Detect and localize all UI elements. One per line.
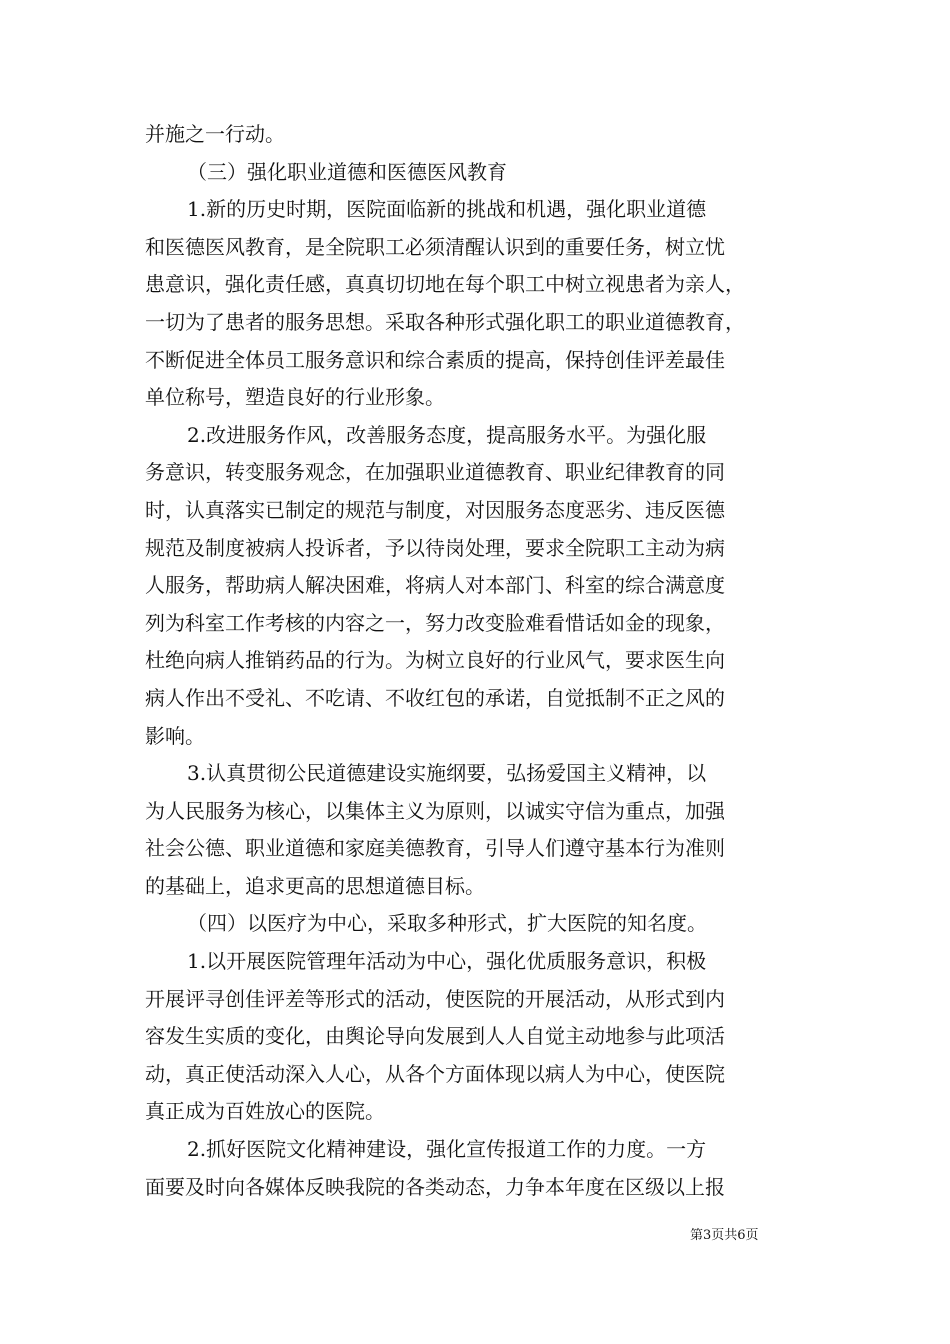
section-heading: （三）强化职业道德和医德医风教育: [187, 159, 507, 184]
text-line: 社会公德、职业道德和家庭美德教育，引导人们遵守基本行为准则: [145, 836, 725, 861]
text-line: 规范及制度被病人投诉者，予以待岗处理，要求全院职工主动为病: [145, 535, 725, 560]
text-line: 患意识，强化责任感，真真切切地在每个职工中树立视患者为亲人，: [145, 272, 745, 297]
text-line: 务意识，转变服务观念，在加强职业道德教育、职业纪律教育的同: [145, 460, 725, 485]
text-line: 列为科室工作考核的内容之一，努力改变脸难看惜话如金的现象，: [145, 610, 725, 635]
text-line: 真正成为百姓放心的医院。: [145, 1099, 385, 1124]
section-heading: （四）以医疗为中心，采取多种形式，扩大医院的知名度。: [187, 911, 707, 936]
text-line: 为人民服务为核心，以集体主义为原则，以诚实守信为重点，加强: [145, 798, 725, 823]
text-line: 影响。: [145, 723, 205, 748]
text-line: 不断促进全体员工服务意识和综合素质的提高，保持创佳评差最佳: [145, 347, 725, 372]
paragraph-start: 1.以开展医院管理年活动为中心，强化优质服务意识，积极: [187, 949, 707, 974]
text-line: 容发生实质的变化，由舆论导向发展到人人自觉主动地参与此项活: [145, 1024, 725, 1049]
paragraph-start: 1.新的历史时期，医院面临新的挑战和机遇，强化职业道德: [187, 197, 707, 222]
text-line: 病人作出不受礼、不吃请、不收红包的承诺，自觉抵制不正之风的: [145, 685, 725, 710]
page-number: 第3页共6页: [690, 1228, 759, 1243]
text-line: 开展评寻创佳评差等形式的活动，使医院的开展活动，从形式到内: [145, 986, 725, 1011]
text-line: 动，真正使活动深入人心，从各个方面体现以病人为中心，使医院: [145, 1061, 725, 1086]
text-line: 杜绝向病人推销药品的行为。为树立良好的行业风气，要求医生向: [145, 648, 725, 673]
text-line: 一切为了患者的服务思想。采取各种形式强化职工的职业道德教育，: [145, 309, 745, 334]
text-line: 的基础上，追求更高的思想道德目标。: [145, 873, 485, 898]
text-line: 和医德医风教育，是全院职工必须清醒认识到的重要任务，树立忧: [145, 234, 725, 259]
text-line: 人服务，帮助病人解决困难，将病人对本部门、科室的综合满意度: [145, 573, 725, 598]
text-line: 并施之一行动。: [145, 122, 285, 146]
paragraph-start: 2.改进服务作风，改善服务态度，提高服务水平。为强化服: [187, 422, 707, 447]
paragraph-start: 2.抓好医院文化精神建设，强化宣传报道工作的力度。一方: [187, 1137, 707, 1162]
text-line: 单位称号，塑造良好的行业形象。: [145, 385, 445, 410]
text-line: 面要及时向各媒体反映我院的各类动态，力争本年度在区级以上报: [145, 1174, 725, 1199]
text-line: 时，认真落实已制定的规范与制度，对因服务态度恶劣、违反医德: [145, 497, 725, 522]
body-text: [145, 116, 805, 1206]
paragraph-start: 3.认真贯彻公民道德建设实施纲要，弘扬爱国主义精神，以: [187, 761, 707, 786]
